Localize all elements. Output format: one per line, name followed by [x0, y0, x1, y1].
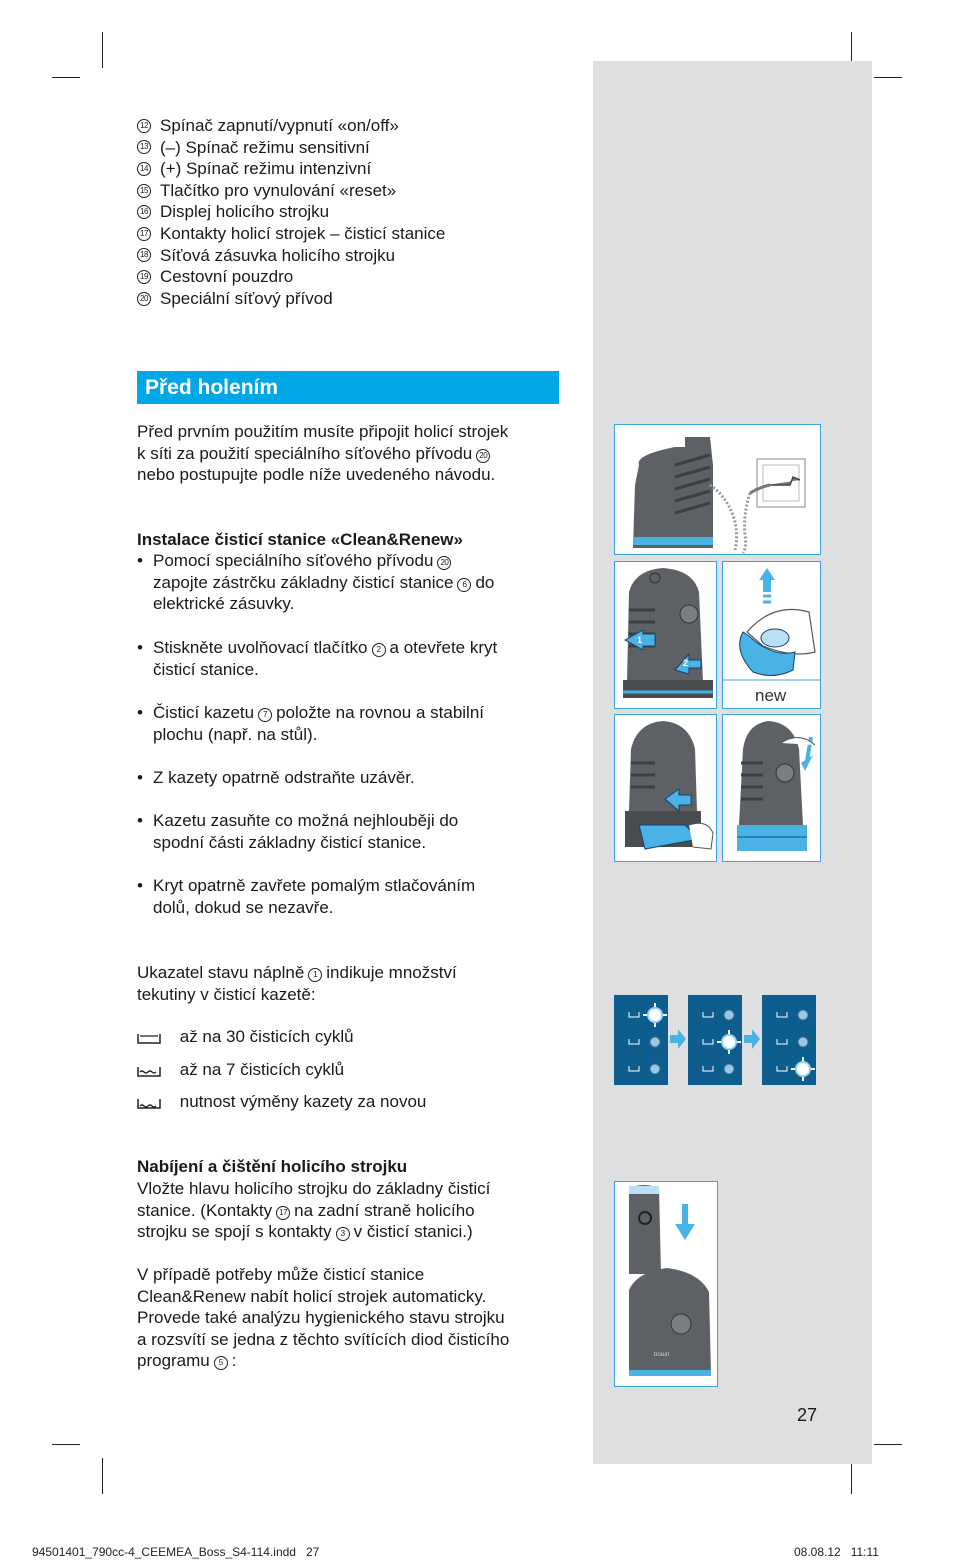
crop-mark [102, 1458, 103, 1494]
step-1-label: 1 [637, 635, 643, 645]
led-sequence-overlay [614, 995, 818, 1087]
footer-file-info: 94501401_790cc-4_CEEMEA_Boss_S4-114.indd 27 [32, 1545, 320, 1559]
charging-paragraph-2: V případě potřeby může čisticí stanice Clean&Renew nabít holicí strojek automaticky. Provede také analýzu hygienického stavu strojku a rozsvítí se jedna z těchto svítících diod čisticího programu 5 : [137, 1265, 510, 1371]
page-number: 27 [797, 1405, 818, 1425]
list-item: 14 (+) Spínač režimu intenzivní [137, 158, 445, 180]
illustration-open-cover [614, 561, 717, 709]
crop-mark [102, 32, 103, 68]
list-item: 19 Cestovní pouzdro [137, 266, 445, 288]
footer-date: 08.08.12 11:11 [794, 1545, 879, 1559]
charging-paragraph: Vložte hlavu holicího strojku do základny čisticí stanice. (Kontakty 17 na zadní straně holicího strojku se spojí s kontakty 3 v čisticí stanici.) [137, 1179, 491, 1242]
crop-mark [52, 77, 80, 78]
level-full-icon [137, 1031, 161, 1045]
step-2-label: 2 [683, 658, 689, 668]
list-item: 12 Spínač zapnutí/vypnutí «on/off» [137, 115, 445, 137]
illustration-plug-in [614, 424, 821, 555]
list-item: 13 (–) Spínač režimu sensitivní [137, 137, 445, 159]
section-title: Před holením [145, 376, 279, 399]
illustration-charging [614, 1181, 718, 1387]
indicator-paragraph: Ukazatel stavu náplně 1 indikuje množství tekutiny v čisticí kazetě: [137, 963, 457, 1004]
brand-label: braun [654, 1352, 670, 1358]
section-title-banner [137, 371, 559, 404]
level-empty-icon [137, 1096, 161, 1110]
illustration-remove-cap [722, 561, 821, 709]
illustration-close-cover [722, 714, 821, 862]
crop-mark [874, 1444, 902, 1445]
list-item: 20 Speciální síťový přívod [137, 288, 445, 310]
level-row: až na 7 čisticích cyklů [137, 1059, 344, 1081]
level-row: až na 30 čisticích cyklů [137, 1026, 354, 1048]
crop-mark [52, 1444, 80, 1445]
list-item: 17 Kontakty holicí strojek – čisticí stanice [137, 223, 445, 245]
charging-heading: Nabíjení a čištění holicího strojku [137, 1157, 408, 1176]
list-item: 18 Síťová zásuvka holicího strojku [137, 245, 445, 267]
parts-list [137, 115, 445, 309]
crop-mark [874, 77, 902, 78]
level-medium-icon [137, 1064, 161, 1078]
list-item: 15 Tlačítko pro vynulování «reset» [137, 180, 445, 202]
list-item: 16 Displej holicího strojku [137, 201, 445, 223]
install-heading: Instalace čisticí stanice «Clean&Renew» [137, 530, 463, 549]
illustration-insert-cartridge [614, 714, 717, 862]
new-label: new [755, 686, 787, 705]
intro-paragraph: Před prvním použitím musíte připojit holicí strojek k síti za použití speciálního síťového přívodu 20 nebo postupujte podle níže uvedeného návodu. [137, 422, 509, 485]
level-row: nutnost výměny kazety za novou [137, 1091, 426, 1113]
